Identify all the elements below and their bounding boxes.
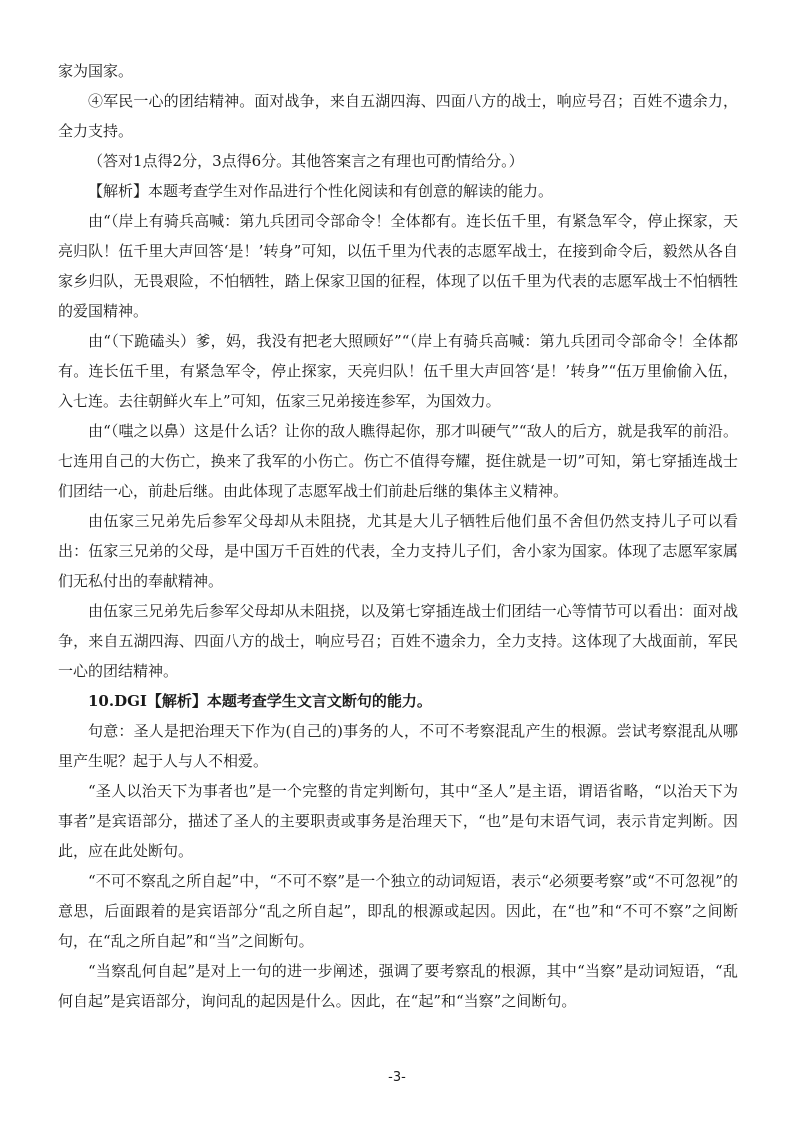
paragraph-evidence-1: 由“（岸上有骑兵高喊：第九兵团司令部命令！全体都有。连长伍千里，有紧急军令，停止探家，天亮归队！伍千里大声回答‘是！’转身”可知，以伍千里为代表的志愿军战士，在接到命令后，毅然从各自家乡归队，无畏艰险，不怕牺牲，踏上保家卫国的征程，体现了以伍千里为代表的志愿军战士不怕牺牲的爱国精神。 bbox=[58, 212, 738, 320]
paragraph-translation: 句意：圣人是把治理天下作为(自己的)事务的人，不可不考察混乱产生的根源。尝试考察混乱从哪里产生呢？起于人与人不相爱。 bbox=[58, 722, 738, 770]
paragraph-evidence-3: 由“（嗤之以鼻）这是什么话？让你的敌人瞧得起你，那才叫硬气”“敌人的后方，就是我军的前沿。七连用自己的大伤亡，换来了我军的小伤亡。伤亡不值得夸耀，挺住就是一切”可知，第七穿插连战士们团结一心，前赴后继。由此体现了志愿军战士们前赴后继的集体主义精神。 bbox=[58, 422, 738, 500]
paragraph-evidence-4: 由伍家三兄弟先后参军父母却从未阻挠，尤其是大儿子牺牲后他们虽不舍但仍然支持儿子可以看出：伍家三兄弟的父母，是中国万千百姓的代表，全力支持儿子们，舍小家为国家。体现了志愿军家属们无私付出的奉献精神。 bbox=[58, 512, 738, 590]
paragraph-evidence-5: 由伍家三兄弟先后参军父母却从未阻挠，以及第七穿插连战士们团结一心等情节可以看出：面对战争，来自五湖四海、四面八方的战士，响应号召；百姓不遗余力，全力支持。这体现了大战面前，军民一心的团结精神。 bbox=[58, 602, 738, 680]
page-number: -3- bbox=[388, 1070, 406, 1085]
paragraph-evidence-2: 由“（下跪磕头）爹，妈，我没有把老大照顾好”“（岸上有骑兵高喊：第九兵团司令部命令！全体都有。连长伍千里，有紧急军令，停止探家，天亮归队！伍千里大声回答‘是！’转身”“伍万里偷偷入伍，入七连。去往朝鲜火车上”可知，伍家三兄弟接连参军，为国效力。 bbox=[58, 332, 738, 410]
paragraph-break-1: “圣人以治天下为事者也”是一个完整的肯定判断句，其中“圣人”是主语，谓语省略，“以治天下为事者”是宾语部分，描述了圣人的主要职责或事务是治理天下，“也”是句末语气词，表示肯定判断。因此，应在此处断句。 bbox=[58, 782, 738, 860]
question-10-answer: 10.DGI【解析】本题考查学生文言文断句的能力。 bbox=[88, 692, 432, 710]
paragraph-break-3: “当察乱何自起”是对上一句的进一步阐述，强调了要考察乱的根源，其中“当察”是动词短语，“乱何自起”是宾语部分，询问乱的起因是什么。因此，在“起”和“当察”之间断句。 bbox=[58, 962, 738, 1010]
paragraph-scoring-note: （答对1点得2分，3点得6分。其他答案言之有理也可酌情给分。） bbox=[88, 152, 524, 170]
paragraph-break-2: “不可不察乱之所自起”中，“不可不察”是一个独立的动词短语，表示“必须要考察”或“不可忽视”的意思，后面跟着的是宾语部分“乱之所自起”，即乱的根源或起因。因此，在“也”和“不可不察”之间断句，在“乱之所自起”和“当”之间断句。 bbox=[58, 872, 738, 950]
document-body bbox=[58, 56, 738, 1016]
paragraph-point-4: ④军民一心的团结精神。面对战争，来自五湖四海、四面八方的战士，响应号召；百姓不遗余力，全力支持。 bbox=[58, 92, 738, 140]
paragraph-analysis-9: 【解析】本题考查学生对作品进行个性化阅读和有创意的解读的能力。 bbox=[88, 182, 554, 200]
paragraph-continuation: 家为国家。 bbox=[58, 62, 134, 80]
